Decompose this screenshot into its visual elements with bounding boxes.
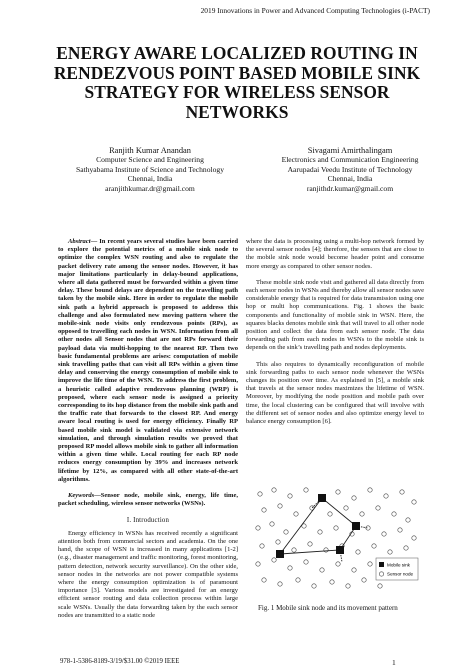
- conference-header: 2019 Innovations in Power and Advanced Computing Technologies (i-PACT): [200, 6, 430, 15]
- author-email: aranjithkumar.dr@gmail.com: [105, 183, 195, 193]
- keywords-lead: Keywords: [68, 492, 95, 500]
- keywords-body: —Sensor node, mobile sink, energy, life time, packet scheduling, wireless sensor networks (WSNs).: [58, 492, 238, 508]
- legend-sensor-node: Sensor node: [387, 571, 414, 577]
- author-name: Ranjith Kumar Anandan: [109, 146, 191, 155]
- legend-sink-swatch: [379, 562, 384, 567]
- author-department: Computer Science and Engineering: [96, 155, 204, 165]
- author-institution: Sathyabama Institute of Science and Technology: [76, 164, 224, 174]
- network-diagram: [252, 484, 420, 592]
- abstract-lead: Abstract: [68, 238, 91, 245]
- author-block-1: [70, 146, 230, 193]
- title-line-3: STRATEGY FOR WIRELESS SENSOR: [84, 82, 390, 103]
- author-city: Chennai, India: [127, 174, 173, 184]
- title-line-1: ENERGY AWARE LOCALIZED ROUTING IN: [56, 43, 418, 63]
- title-line-2: RENDEZVOUS POINT BASED MOBILE SINK: [53, 62, 421, 83]
- right-paragraph-1: where the data is processing using a multi-hop network formed by the several sensor nodes [4]; therefore, the sensors that are close to the mobile sink node would become header point and consume more energy as compared to other sensor nodes.: [246, 238, 424, 270]
- author-block-2: [260, 146, 440, 193]
- keywords: [58, 492, 238, 508]
- intro-paragraph: Energy efficiency in WSNs has received recently a significant attention both from commercial sectors and academia. On the one hand, the scope of WSN is increased in many applications [1-2](e.g., disaster management and traffic monitoring, forest monitoring, pattern detection, network security surveillance). On the other side, sensor nodes in the networks are not power compatible systems where the energy consumption optimization is of paramount importance [3]. Various models are investigated for an energy efficient sensor routing and data collection process within large scale WSNs. Usually the data forwarding taken by the each sensor nodes are transmitted to a static node: [58, 529, 238, 619]
- author-name: Sivagami Amirthalingam: [307, 146, 393, 155]
- figure-mobile-sink: [252, 484, 420, 592]
- abstract: [58, 238, 238, 484]
- author-institution: Aarupadai Veedu Institute of Technology: [287, 164, 413, 174]
- left-column: [58, 238, 238, 620]
- author-email: ranjithdr.kumar@gmail.com: [306, 183, 394, 193]
- legend-mobile-sink: Mobile sink: [387, 562, 410, 568]
- right-paragraph-2: These mobile sink node visit and gathered all data directly from each sensor nodes in WSNs and thereby allow all sensor nodes save considerable energy that is required for data transmission using one hop or multi hop communications. Fig. 1 shows the basic components and functionality of mobile sink in WSN. Here, the squares blacks denotes mobile sink that will travel to all other node position and collect the data from each sensor node. The data forwarding path from each nodes in WSNs to the mobile sink is depends on the sink’s travelling path and nodes deployments.: [246, 278, 424, 352]
- footer-isbn: 978-1-5386-8189-3/19/$31.00 ©2019 IEEE: [60, 658, 180, 665]
- page-number: 1: [392, 658, 396, 667]
- abstract-body: — In recent years several studies have been carried to explore the potential metrics of a mobile sink node to optimize the complex WSN routing and also to regulate the packet delivery rate among the sensor nodes. However, it has major limitations particularly in delay-bound applications, where all data gathered must be forwarded within a given time delay. These bound delays are dependent on the travelling path taken by the mobile sink. Here in order to regulate the mobile sink path a hybrid approach is proposed to address this challenge and also formulated new moving pattern where the mobile-sink node visits only rendezvous points (RPs), as opposed to travelling each nodes in WSN. Information from all other nodes all Sensor nodes that are not RPs forward their payload data via multi-hopping to the nearest RP. Then two basic fundamental problems are arises: computation of mobile sink travelling paths that can visit all RPs within a given time delay and conserving the energy consumption of mobile sink to improve the life time of the WSN. To address the first problem, a heuristic called adaptive rendezvous planning (WRP) is proposed, where each sensor node is assigned a priority corresponding to its hop distance from the mobile sink path and the traffic rate that forwards to the closest RP. And energy aware local routing is used for energy efficiency. Finally RP based mobile sink model is validated via extensive network simulation, and through simulation results we proved that proposed RP model allows mobile sink to gather all information within a given time while. Local routing for each RP node reduces energy consumption by 39% and increases network lifetime by 12%, as compared with all other state-of-the-art algorithms.: [58, 238, 238, 483]
- figure-legend: [376, 558, 418, 580]
- right-column: [246, 238, 424, 426]
- title-line-4: NETWORKS: [185, 101, 289, 122]
- figure-caption: Fig. 1 Mobile sink node and its movement pattern: [258, 604, 398, 612]
- right-paragraph-3: This also requires to dynamically reconfiguration of mobile sink forwarding paths to each sensor node whenever the WSNs changes its position over time. As explained in [5], a mobile sink that travels at the sensor nodes maximizes the lifetime of WSN. Moreover, by modifying the node position and mobile path over time, the local clustering can be configured that will involve with the different set of sensor nodes and also optimize energy level to balance energy consumption [6].: [246, 360, 424, 426]
- author-department: Electronics and Communication Engineering: [281, 155, 419, 165]
- section-heading-introduction: I. Introduction: [126, 516, 170, 524]
- paper-title: [24, 44, 450, 122]
- author-city: Chennai, India: [327, 174, 373, 184]
